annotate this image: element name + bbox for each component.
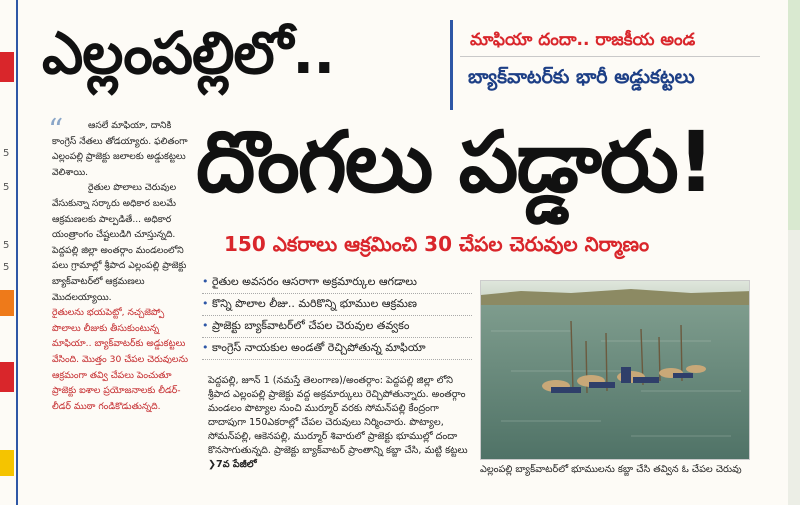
highlight-item: • ప్రాజెక్టు బ్యాక్‌వాటర్‌లో చేపల చెరువుల తవ్వకం <box>202 316 472 338</box>
highlight-item: • కాంగ్రెస్‌ నాయకుల అండతో రెచ్చిపోతున్న మాఫియా <box>202 338 472 360</box>
subheadline: 150 ఎకరాలు ఆక్రమించి 30 చేపల చెరువుల నిర్మాణం <box>224 232 650 256</box>
highlight-item: • కొన్ని పొలాల లీజు.. మరికొన్ని భూముల ఆక్రమణ <box>202 294 472 316</box>
left-intro-column <box>52 118 192 414</box>
article-photo <box>480 280 750 460</box>
highlight-item: • రైతుల అవసరం ఆసరాగా అక్రమార్కుల ఆగడాలు <box>202 272 472 294</box>
quote-icon: “ <box>48 113 64 148</box>
fish-pond-photo <box>481 281 750 460</box>
left-edge-fragment: 5 <box>3 182 10 193</box>
left-page-edge <box>0 0 14 505</box>
left-edge-yellow-block <box>0 450 14 476</box>
article-body <box>208 374 470 472</box>
headline-top: ఎల్లంపల్లిలో.. <box>42 19 335 87</box>
intro-paragraph: ఆసలే మాఫియా, దానికి కాంగ్రెస్‌ నేతలు తోడయ్యారు. ఫలితంగా ఎల్లంపల్లి ప్రాజెక్టు జలాలకు అడ్డుకట్టలు వెలిశాయి. <box>52 120 188 178</box>
left-edge-orange-block <box>0 290 14 316</box>
kicker-divider <box>460 56 760 57</box>
left-edge-fragment: 5 <box>3 148 10 159</box>
kicker-blue: బ్యాక్‌వాటర్‌కు భారీ అడ్డుకట్టలు <box>468 66 695 88</box>
left-edge-fragment: 5 <box>3 262 10 273</box>
left-edge-red-block <box>0 362 14 392</box>
article-body-text: పెద్దపల్లి, జూన్‌ 1 (నమస్తే తెలంగాణ)/అంతర్గాం: పెద్దపల్లి జిల్లా లోని శ్రీపాద ఎల్లంపల్లి ప్రాజెక్టు వద్ద అక్రమార్కులు రెచ్చిపోతున్నారు. అంతర్గాం మండలం పొట్యాల నుంచి ముర్మూర్‌ వరకు సోమన్‌పల్లి కేంద్రంగా దాదాపుగా 150ఎకరాల్లో చేపల చెరువులు నిర్మించారు. పొట్యాల, సోమన్‌పల్లి, ఆకెనపల్లి, ముర్మూర్‌ శివారులో ప్రాజెక్టు భూముల్లో దందా కొనసాగుతున్నది. ప్రాజెక్టు బ్యాక్‌వాటర్‌ ప్రాంతాన్ని కబ్జా చేసి, మట్టి కట్టలు <box>208 375 468 456</box>
continued-marker: ❯7వ పేజీలో <box>208 459 257 470</box>
photo-caption: ఎల్లంపల్లి బ్యాక్‌వాటర్‌లో భూములను కబ్జా చేసి తవ్విన ఓ చేపల చెరువు <box>480 464 742 475</box>
intro-paragraph: రైతుల పొలాలు చెరువుల వేసుకున్నా సర్కారు అధికార బలమే ఆక్రమణలకు పాల్పడితే... అధికార యంత్రాంగం చేష్టలుడిగి చూస్తున్నది. పెద్దపల్లి జిల్లా అంతర్గాం మండలంలోని పలు గ్రామాల్లో శ్రీపాద ఎల్లంపల్లి ప్రాజెక్టు బ్యాక్‌వాటర్‌లో ఆక్రమణలు మొదలయ్యాయి. <box>52 182 187 303</box>
kicker-red: మాఫియా దందా.. రాజకీయ అండ <box>470 30 696 50</box>
headline-main: దొంగలు పడ్డారు! <box>196 113 714 211</box>
left-edge-fragment: 5 <box>3 240 10 251</box>
right-edge-green-block <box>788 0 800 230</box>
left-column-rule <box>16 0 18 505</box>
highlights-list <box>202 272 472 360</box>
continued-page: 7వ పేజీలో <box>216 459 257 470</box>
left-edge-red-block <box>0 52 14 82</box>
intro-paragraph-highlight: రైతులను భయపెట్టో, నచ్చజెప్పో పొలాలు లీజుకు తీసుకుంటున్న మాఫియా.. బ్యాక్‌వాటర్‌కు అడ్డుకట్టలు వేసింది. మొత్తం 30 చేపల చెరువులను ఆక్రమంగా తవ్వి చేపలు పెంచుతూ ప్రాజెక్టు ఐశాల ప్రయోజనాలకు లీడర్‌-లీడర్‌ ముఠా గండికొడుతున్నది. <box>52 307 189 412</box>
